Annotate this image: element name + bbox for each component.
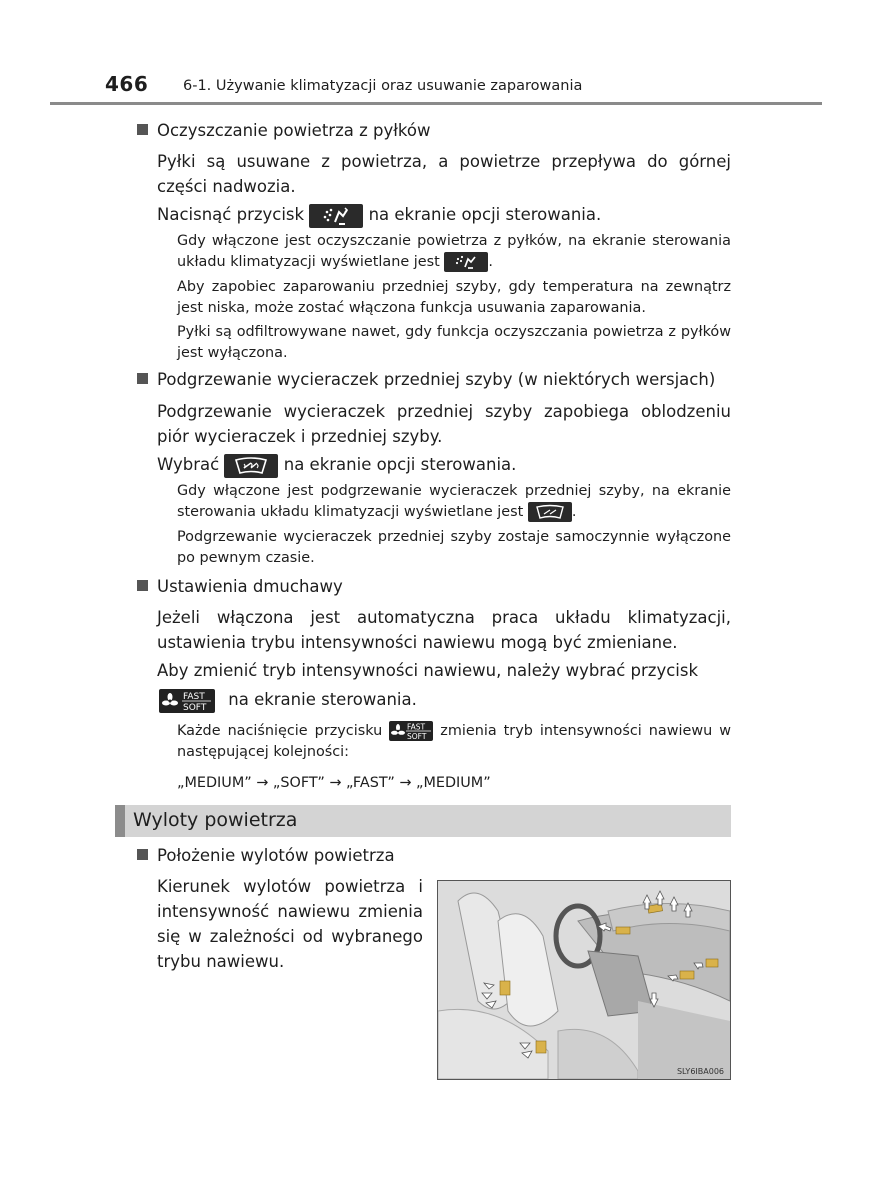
heading-pollen: Oczyszczanie powietrza z pyłków: [137, 121, 430, 140]
heading-outlets: Położenie wylotów powietrza: [137, 846, 395, 865]
heading-wiper: Podgrzewanie wycieraczek przedniej szyby (w niektórych wersjach): [137, 370, 715, 389]
blower-p2: Aby zmienić tryb intensywności nawiewu, należy wybrać przycisk: [157, 661, 699, 680]
wiper-heater-indicator-icon: [528, 502, 572, 522]
wiper-p1: Podgrzewanie wycieraczek przedniej szyby zapobiega oblodzeniu piór wycieraczek i przedniej szyby.: [157, 402, 731, 446]
soft-label-small: SOFT: [407, 732, 427, 741]
chapter-title: 6-1. Używanie klimatyzacji oraz usuwanie zaparowania: [183, 78, 583, 94]
bullet-square-icon: [137, 849, 148, 860]
heading-blower: Ustawienia dmuchawy: [137, 577, 343, 596]
bullet-square-icon: [137, 124, 148, 135]
section-title: Wyloty powietrza: [133, 809, 298, 831]
pollen-note-3: Pyłki są odfiltrowywane nawet, gdy funkcja oczyszczania powietrza z pyłków jest wyłączona.: [177, 324, 731, 361]
pollen-button-icon: [309, 204, 363, 228]
blower-sequence: „MEDIUM” → „SOFT” → „FAST” → „MEDIUM”: [177, 775, 491, 791]
outlets-p1: Kierunek wylotów powietrza i intensywność nawiewu zmienia się w zależności od wybranego trybu nawiewu.: [157, 877, 423, 971]
blower-p1: Jeżeli włączona jest automatyczna praca układu klimatyzacji, ustawienia trybu intensywności nawiewu mogą być zmieniane.: [157, 608, 731, 652]
wiper-heater-button-icon: [224, 454, 278, 478]
fan-fast-soft-button-icon: [159, 689, 215, 713]
fan-fast-soft-indicator-icon: [389, 721, 433, 741]
air-outlets-illustration: [437, 880, 731, 1080]
illustration-code: SLY6IBA006: [676, 1067, 724, 1076]
pollen-indicator-icon: [444, 252, 488, 272]
fast-label-small: FAST: [407, 722, 426, 732]
bullet-square-icon: [137, 580, 148, 591]
pollen-p1: Pyłki są usuwane z powietrza, a powietrze przepływa do górnej części nadwozia.: [157, 152, 731, 196]
wiper-note-1: Gdy włączone jest podgrzewanie wycieraczek przedniej szyby, na ekranie sterowania układu klimatyzacji wyświetlane jest .: [177, 483, 731, 520]
pollen-p2: Nacisnąć przycisk na ekranie opcji sterowania.: [157, 202, 731, 228]
pollen-note-1: Gdy włączone jest oczyszczanie powietrza z pyłków, na ekranie sterowania układu klimatyzacji wyświetlane jest .: [177, 233, 731, 270]
wiper-p2: Wybrać na ekranie opcji sterowania.: [157, 452, 731, 478]
wiper-note-2: Podgrzewanie wycieraczek przedniej szyby zostaje samoczynnie wyłączone po pewnym czasie.: [177, 529, 731, 566]
fast-label: FAST: [183, 691, 205, 702]
page-number: 466: [105, 72, 149, 96]
pollen-note-2: Aby zapobiec zaparowaniu przedniej szyby, gdy temperatura na zewnątrz jest niska, może zostać włączona funkcja usuwania zaparowania.: [177, 279, 731, 316]
soft-label: SOFT: [183, 702, 207, 713]
section-bar-outlets: [115, 805, 731, 837]
blower-note-1: Każde naciśnięcie przycisku FAST SOFT zmienia tryb intensywności nawiewu w następującej kolejności:: [177, 722, 732, 760]
bullet-square-icon: [137, 373, 148, 384]
blower-p2-cont: FAST SOFT na ekranie sterowania.: [157, 687, 731, 713]
page-header: [50, 72, 822, 105]
